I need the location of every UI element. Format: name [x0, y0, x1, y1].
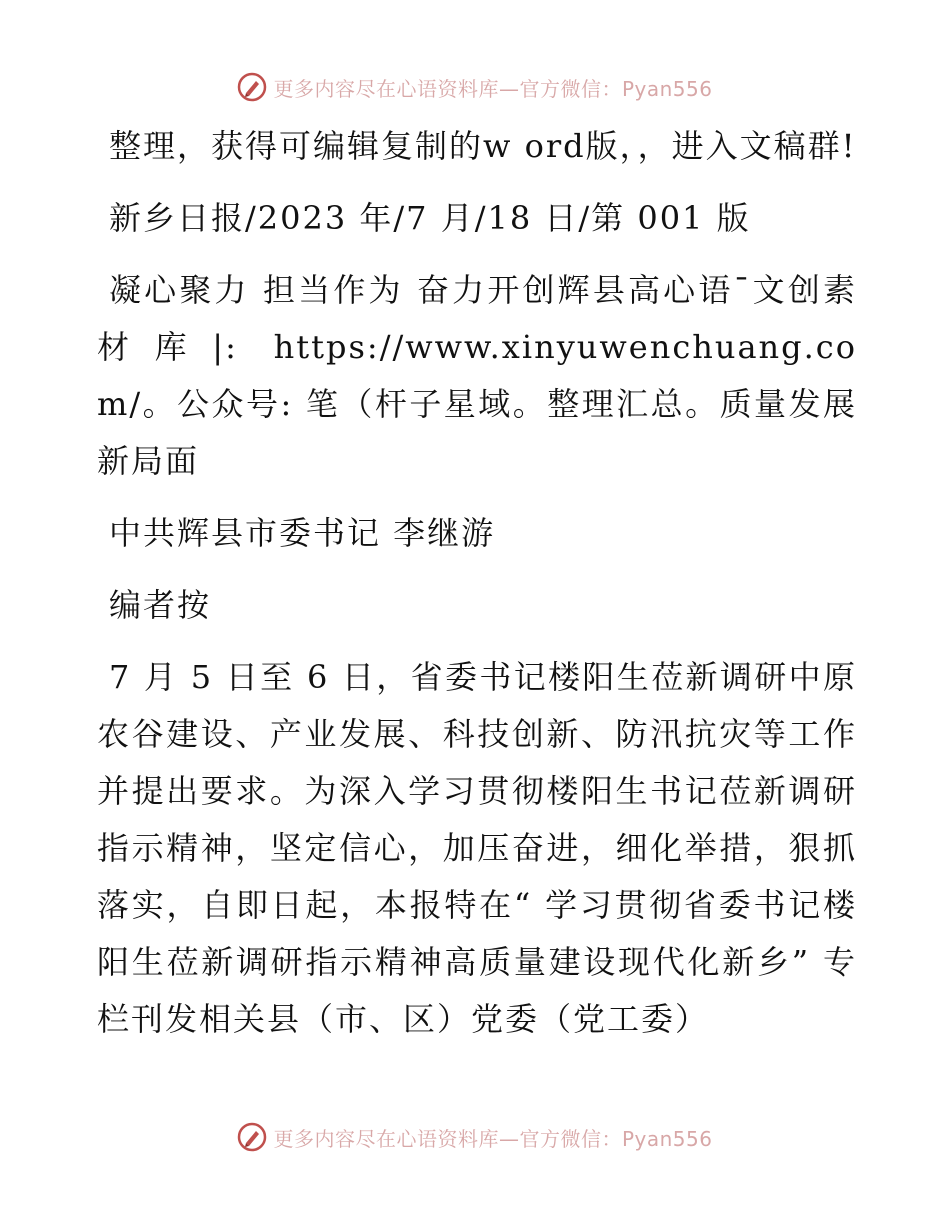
article-title: 凝心聚力 担当作为 奋力开创辉县高心语¯文创素材库|: https://www.xinyuwenchuang.com/。公众号: 笔（杆子星域。整理汇总。质量发展新局面: [97, 271, 857, 480]
editor-note-body: 7 月 5 日至 6 日，省委书记楼阳生莅新调研中原农谷建设、产业发展、科技创新、防汛抗灾等工作并提出要求。为深入学习贯彻楼阳生书记莅新调研指示精神，坚定信心，加压奋进，细化举措，狠抓落实，自即日起，本报特在“ 学习贯彻省委书记楼阳生莅新调研指示精神高质量建设现代化新乡” 专栏刊发相关县（市、区）党委（党工委）: [97, 658, 857, 1038]
intro-paragraph: 整理，获得可编辑复制的w ord版，，进入文稿群!: [109, 127, 857, 165]
pen-circle-logo-icon: [237, 72, 267, 102]
pen-circle-logo-icon: [237, 1122, 267, 1152]
page-header-banner: [0, 72, 950, 102]
author-line: 中共辉县市委书记 李继游: [109, 514, 496, 552]
source-line: 新乡日报/2023 年/7 月/18 日/第 001 版: [109, 199, 751, 237]
editor-note-heading: 编者按: [109, 586, 212, 624]
footer-banner-text: 更多内容尽在心语资料库—官方微信：Pyan556: [273, 1126, 713, 1151]
header-banner-text: 更多内容尽在心语资料库—官方微信：Pyan556: [273, 76, 713, 101]
document-body: [97, 118, 857, 1048]
page-footer-banner: [0, 1122, 950, 1152]
